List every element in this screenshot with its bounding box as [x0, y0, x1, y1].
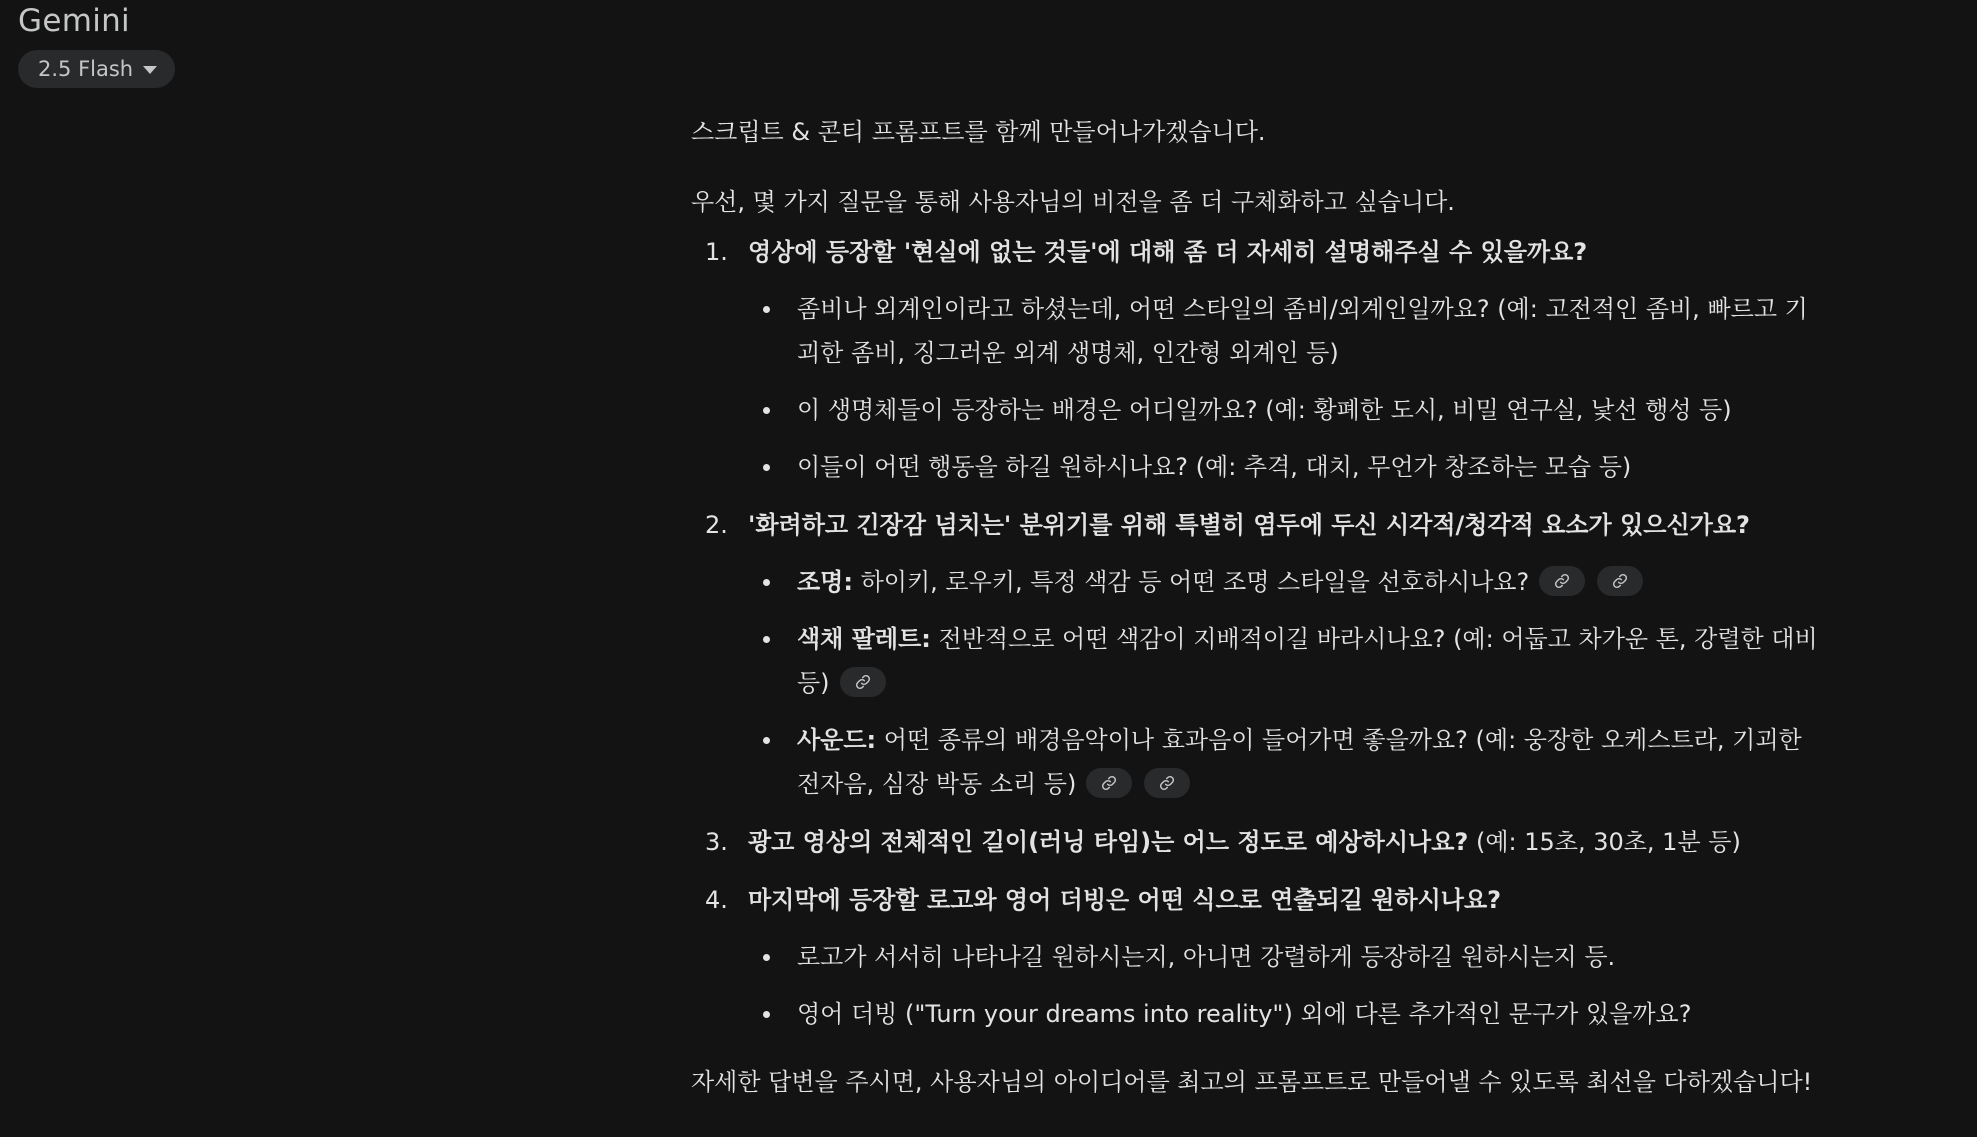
link-icon	[1612, 573, 1628, 589]
bullet-item	[748, 992, 1821, 1036]
bullet-item	[748, 445, 1821, 489]
question-item-2	[691, 503, 1821, 806]
source-link-chip[interactable]	[1144, 768, 1190, 798]
question-number: 2.	[705, 511, 728, 539]
question-item-3	[691, 820, 1821, 864]
source-link-chip[interactable]	[1597, 566, 1643, 596]
question-title: '화려하고 긴장감 넘치는' 분위기를 위해 특별히 염두에 두신 시각적/청각적 요소가 있으신가요?	[748, 511, 1750, 539]
bullet-list	[748, 935, 1821, 1036]
question-list	[691, 230, 1821, 1036]
question-title: 광고 영상의 전체적인 길이(러닝 타임)는 어느 정도로 예상하시나요?	[748, 828, 1469, 856]
question-item-4	[691, 878, 1821, 1036]
model-label: 2.5 Flash	[38, 57, 134, 81]
link-icon	[1554, 573, 1570, 589]
bullet-text: 좀비나 외계인이라고 하셨는데, 어떤 스타일의 좀비/외계인일까요? (예: 고전적인 좀비, 빠르고 기괴한 좀비, 징그러운 외계 생명체, 인간형 외계인 등)	[797, 295, 1808, 367]
question-suffix: (예: 15초, 30초, 1분 등)	[1468, 828, 1741, 856]
question-title: 마지막에 등장할 로고와 영어 더빙은 어떤 식으로 연출되길 원하시나요?	[748, 886, 1502, 914]
caret-down-icon	[143, 66, 157, 74]
bullet-text: 로고가 서서히 나타나길 원하시는지, 아니면 강렬하게 등장하길 원하시는지 등.	[797, 943, 1616, 971]
response-intro-2: 우선, 몇 가지 질문을 통해 사용자님의 비전을 좀 더 구체화하고 싶습니다.	[691, 188, 1455, 216]
bullet-list	[748, 560, 1821, 806]
question-number: 4.	[705, 886, 728, 914]
bullet-label: 색채 팔레트:	[797, 625, 931, 653]
source-link-chip[interactable]	[1539, 566, 1585, 596]
model-selector-button[interactable]	[18, 50, 175, 88]
bullet-text: 이들이 어떤 행동을 하길 원하시나요? (예: 추격, 대치, 무언가 창조하는 모습 등)	[797, 453, 1632, 481]
bullet-text: 영어 더빙 ("Turn your dreams into reality") 외에 다른 추가적인 문구가 있을까요?	[797, 1000, 1692, 1028]
model-response	[691, 110, 1821, 1104]
bullet-item	[748, 287, 1821, 375]
bullet-item	[748, 617, 1821, 705]
bullet-item	[748, 560, 1821, 604]
app-header	[18, 0, 175, 88]
bullet-item	[748, 718, 1821, 806]
question-number: 3.	[705, 828, 728, 856]
response-outro: 자세한 답변을 주시면, 사용자님의 아이디어를 최고의 프롬프트로 만들어낼 수 있도록 최선을 다하겠습니다!	[691, 1068, 1813, 1096]
bullet-text: 하이키, 로우키, 특정 색감 등 어떤 조명 스타일을 선호하시나요?	[852, 568, 1530, 596]
response-intro-1: 스크립트 & 콘티 프롬프트를 함께 만들어나가겠습니다.	[691, 118, 1266, 146]
app-title: Gemini	[18, 3, 130, 39]
question-number: 1.	[705, 238, 728, 266]
source-link-chip[interactable]	[1086, 768, 1132, 798]
bullet-text: 전반적으로 어떤 색감이 지배적이길 바라시나요? (예: 어둡고 차가운 톤, 강렬한 대비 등)	[797, 625, 1818, 697]
bullet-item	[748, 388, 1821, 432]
bullet-label: 조명:	[797, 568, 853, 596]
bullet-list	[748, 287, 1821, 489]
link-icon	[1101, 775, 1117, 791]
bullet-item	[748, 935, 1821, 979]
source-link-chip[interactable]	[840, 667, 886, 697]
bullet-text: 어떤 종류의 배경음악이나 효과음이 들어가면 좋을까요? (예: 웅장한 오케스트라, 기괴한 전자음, 심장 박동 소리 등)	[797, 726, 1802, 798]
question-item-1	[691, 230, 1821, 489]
link-icon	[855, 674, 871, 690]
bullet-text: 이 생명체들이 등장하는 배경은 어디일까요? (예: 황폐한 도시, 비밀 연구실, 낯선 행성 등)	[797, 396, 1732, 424]
bullet-label: 사운드:	[797, 726, 877, 754]
question-title: 영상에 등장할 '현실에 없는 것들'에 대해 좀 더 자세히 설명해주실 수 있을까요?	[748, 238, 1588, 266]
link-icon	[1159, 775, 1175, 791]
